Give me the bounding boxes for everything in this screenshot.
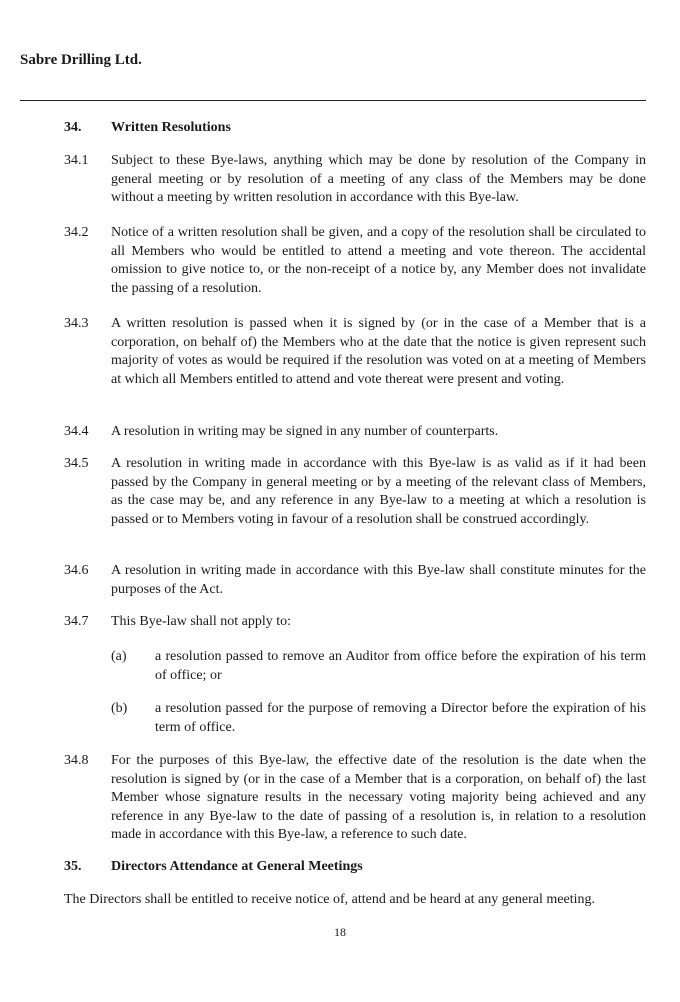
paragraph-number: 34.1	[64, 153, 89, 168]
section-number: 35.	[64, 859, 82, 874]
paragraph-text: A resolution in writing made in accordance with this Bye-law shall constitute minutes for the purposes of the Act.	[111, 563, 646, 597]
paragraph-number: 34.7	[64, 614, 89, 629]
paragraph-34-6	[64, 562, 646, 599]
section-34-heading	[64, 120, 231, 136]
paragraph-text: Notice of a written resolution shall be given, and a copy of the resolution shall be circulated to all Members who would be entitled to attend a meeting and vote thereon. The accidental omission to give notice to, or the non-receipt of a notice by, any Member does not invalidate the passing of a resolution.	[111, 225, 646, 296]
paragraph-number: 34.3	[64, 316, 89, 331]
section-35-text: The Directors shall be entitled to receive notice of, attend and be heard at any general meeting.	[64, 892, 595, 907]
paragraph-text: Subject to these Bye-laws, anything which may be done by resolution of the Company in general meeting or by resolution of a meeting of any class of the Members may be done without a meeting by written resolution in accordance with this Bye-law.	[111, 153, 646, 205]
section-title: Directors Attendance at General Meetings	[111, 859, 363, 874]
paragraph-34-5	[64, 455, 646, 529]
subitem-text: a resolution passed to remove an Auditor from office before the expiration of his term of office; or	[155, 649, 646, 683]
paragraph-34-2	[64, 224, 646, 298]
paragraph-text: A resolution in writing made in accordance with this Bye-law is as valid as if it had been passed by the Company in general meeting or by a meeting of the relevant class of Members, as the case may be, and any reference in any Bye-law to a meeting at which a resolution is passed or to Members voting in favour of a resolution shall be construed accordingly.	[111, 456, 646, 527]
paragraph-number: 34.4	[64, 424, 89, 439]
company-name: Sabre Drilling Ltd.	[20, 52, 142, 68]
paragraph-34-8	[64, 752, 646, 845]
subitem-a	[111, 648, 646, 685]
page-number: 18	[334, 925, 346, 939]
paragraph-text: A resolution in writing may be signed in any number of counterparts.	[111, 424, 499, 439]
paragraph-number: 34.8	[64, 753, 89, 768]
paragraph-34-4	[64, 423, 646, 442]
section-number: 34.	[64, 120, 82, 135]
subitem-b	[111, 700, 646, 737]
paragraph-number: 34.6	[64, 563, 89, 578]
subitem-label: (b)	[111, 701, 128, 716]
header-divider	[20, 100, 646, 101]
paragraph-number: 34.5	[64, 456, 89, 471]
paragraph-text: A written resolution is passed when it is signed by (or in the case of a Member that is a corporation, on behalf of) the Members who at the date that the notice is given represent such majority of votes as would be required if the resolution was voted on at a meeting of Members at which all Members entitled to attend and vote thereat were present and voting.	[111, 316, 646, 387]
paragraph-34-1	[64, 152, 646, 208]
paragraph-34-3	[64, 315, 646, 389]
subitem-text: a resolution passed for the purpose of removing a Director before the expiration of his term of office.	[155, 701, 646, 735]
paragraph-text: This Bye-law shall not apply to:	[111, 614, 292, 629]
subitem-label: (a)	[111, 649, 127, 664]
paragraph-text: For the purposes of this Bye-law, the effective date of the resolution is the date when the resolution is signed by (or in the case of a Member that is a corporation, on behalf of) the last Member whose signature results in the necessary voting majority being achieved and any reference in any Bye-law to the date of passing of a resolution is, in relation to a resolution made in accordance with this Bye-law, a reference to such date.	[111, 753, 646, 842]
paragraph-number: 34.2	[64, 225, 89, 240]
paragraph-34-7	[64, 613, 646, 632]
section-35-heading	[64, 859, 363, 875]
section-title: Written Resolutions	[111, 120, 231, 135]
